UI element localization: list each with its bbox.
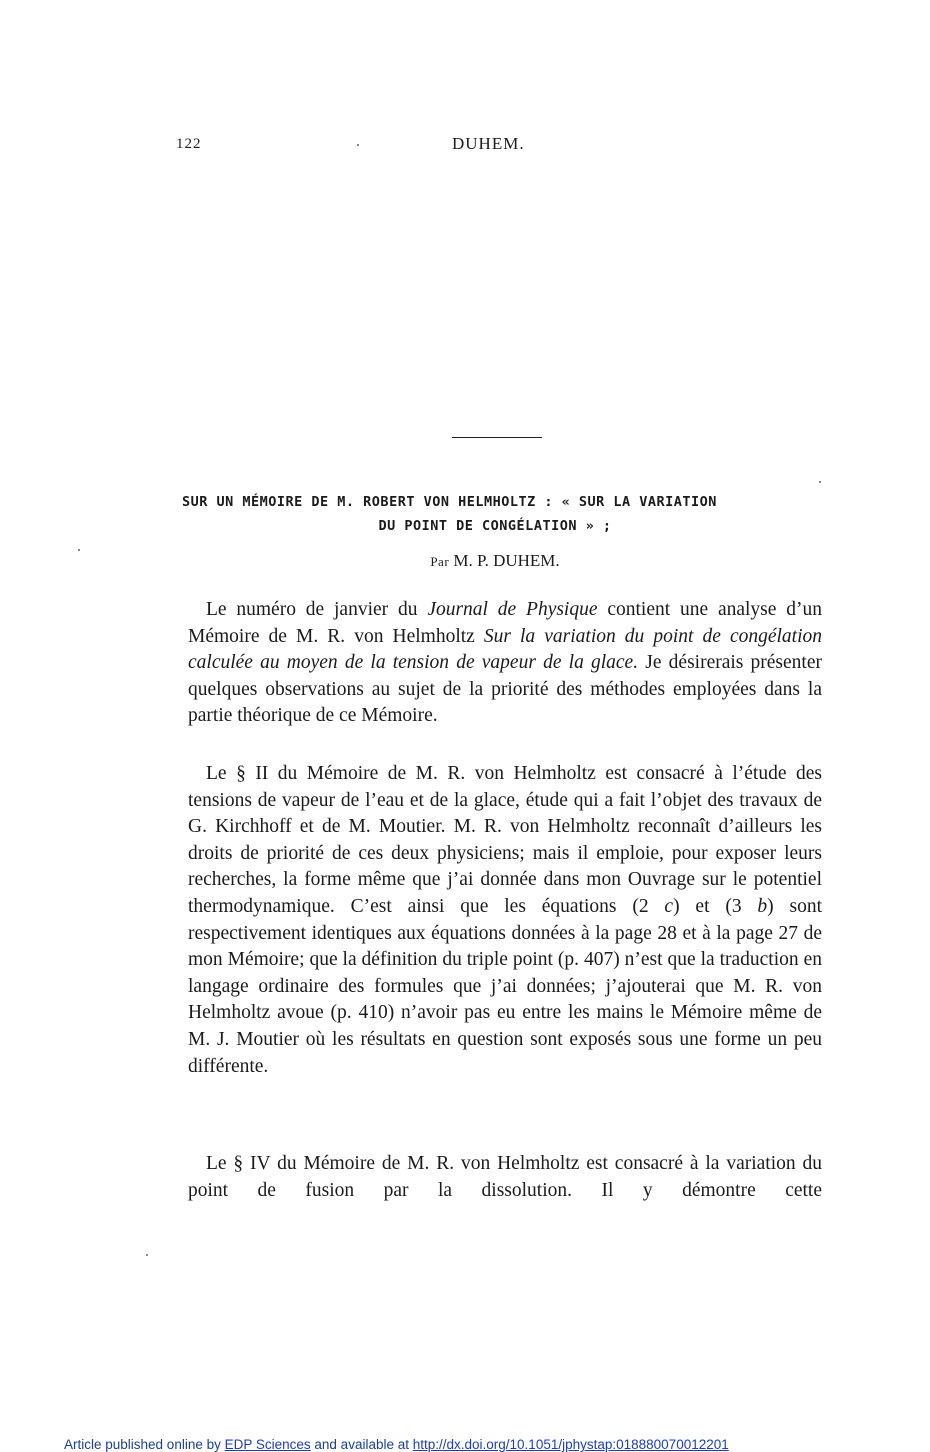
paragraph-1: Le numéro de janvier du Journal de Physique contient une analyse d’un Mémoire de M. R. von Helmholtz Sur la variation du point de congélation calculée au moyen de la tension de vapeur de la glace. Je désirerais présenter quelques observations au sujet de la priorité des méthodes employées dans la partie théorique de ce Mémoire. bbox=[188, 599, 823, 727]
journal-name: Journal de Physique bbox=[427, 599, 598, 620]
print-speck bbox=[357, 144, 359, 146]
print-speck bbox=[78, 549, 80, 551]
article-title-line-1: SUR UN MÉMOIRE DE M. ROBERT VON HELMHOLTZ : « SUR LA VARIATION bbox=[182, 494, 717, 510]
print-speck bbox=[819, 481, 821, 483]
page-number: 122 bbox=[176, 136, 202, 152]
section-divider bbox=[452, 437, 542, 438]
running-head: DUHEM. bbox=[452, 134, 525, 153]
print-speck bbox=[146, 1254, 148, 1256]
publication-footer: Article published online by EDP Sciences and available at http://dx.doi.org/10.1051/jphystap:018880070012201 bbox=[64, 1437, 729, 1452]
article-title-line-2: DU POINT DE CONGÉLATION » ; bbox=[378, 518, 612, 534]
memoir-title: Sur la variation du point de congélation calculée au moyen de la tension de vapeur de la glace. bbox=[188, 625, 823, 674]
doi-link[interactable]: http://dx.doi.org/10.1051/jphystap:018880070012201 bbox=[412, 1437, 729, 1452]
byline bbox=[150, 551, 840, 571]
byline-prefix: Par bbox=[430, 554, 450, 569]
paragraph-2: Le § II du Mémoire de M. R. von Helmholtz est consacré à l’étude des tensions de vapeur de l’eau et de la glace, étude qui a fait l’objet des travaux de G. Kirchhoff et de M. Moutier. M. R. von Helmholtz reconnaît d’ailleurs les droits de priorité de ces deux physiciens; mais il emploie, pour exposer leurs recherches, la forme même que j’ai donnée dans mon Ouvrage sur le potentiel thermodynamique. C’est ainsi que les équations (2 c) et (3 b) sont respectivement identiques aux équations données à la page 28 et à la page 27 de mon Mémoire; que la définition du triple point (p. 407) n’est que la traduction en langage ordinaire des formules que j’ai données; j’ajouterai que M. R. von Helmholtz avoue (p. 410) n’avoir pas eu entre les mains le Mémoire même de M. J. Moutier où les résultats en question sont exposés sous une forme un peu différente. bbox=[188, 763, 823, 1077]
author-name: M. P. DUHEM. bbox=[453, 551, 560, 570]
edp-sciences-link[interactable]: EDP Sciences bbox=[224, 1437, 311, 1452]
paragraph-3: Le § IV du Mémoire de M. R. von Helmholtz est consacré à la variation du point de fusion par la dissolution. Il y démontre cette bbox=[188, 1153, 822, 1201]
